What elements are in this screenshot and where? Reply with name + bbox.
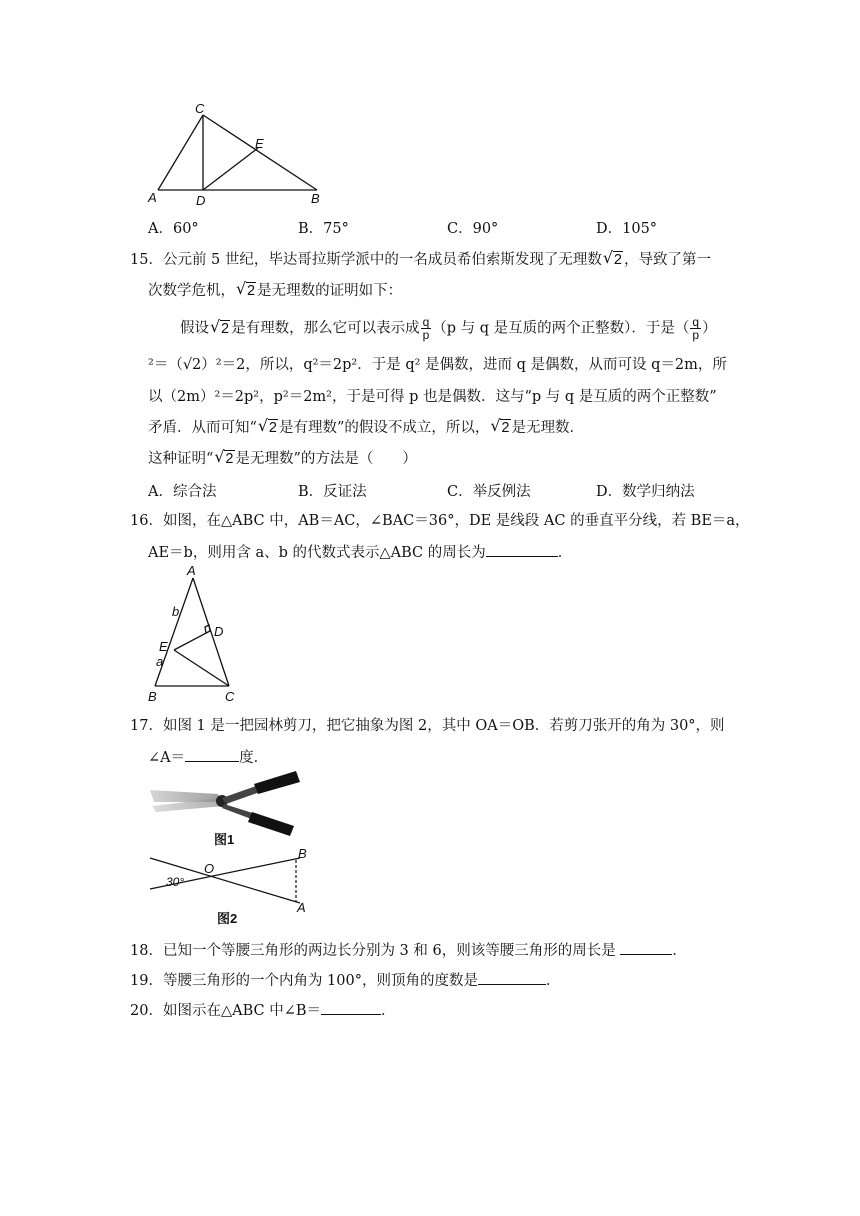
- q20-end: ．: [381, 1003, 396, 1019]
- q18-line: [130, 940, 687, 961]
- q15-line7-a: 这种证明“: [148, 451, 214, 467]
- angle-label-30: 30°: [166, 875, 185, 889]
- q15-line6: [148, 418, 584, 438]
- q15-line6-b: 是有理数”的假设不成立，所以，: [279, 420, 490, 436]
- label-O: O: [204, 861, 215, 876]
- q19-line: [130, 970, 560, 991]
- label-B: B: [148, 689, 157, 704]
- q15-option-a[interactable]: A．综合法: [148, 484, 217, 500]
- sqrt2-symbol: √ 2: [490, 416, 510, 436]
- q15-line3-b: 是有理数，那么它可以表示成: [231, 320, 420, 337]
- q14-option-b[interactable]: B．75°: [298, 221, 349, 237]
- q19-text: 19．等腰三角形的一个内角为 100°，则顶角的度数是: [130, 973, 478, 989]
- label-b: b: [172, 604, 180, 619]
- q20-text: 20．如图示在△ABC 中∠B＝: [130, 1003, 322, 1019]
- fraction-q-over-p: $\frac{q}{p}$: [692, 315, 700, 342]
- label-B: B: [298, 846, 307, 861]
- fraction-q-over-p: $\frac{q}{p}$: [422, 315, 430, 342]
- sqrt2-symbol: √ 2: [210, 316, 230, 337]
- q18-answer-blank[interactable]: [620, 940, 672, 955]
- q15-line4: ²＝（√2）²＝2，所以，q²＝2p²．于是 q² 是偶数，进而 q 是偶数，从而可设 q＝2m，所: [148, 357, 727, 373]
- q17-line1: 17．如图 1 是一把园林剪刀，把它抽象为图 2，其中 OA＝OB．若剪刀张开的角为 30°，则: [130, 718, 725, 734]
- q14-triangle-figure: [145, 98, 335, 210]
- sqrt2-symbol: √ 2: [602, 248, 622, 268]
- q17-answer-blank[interactable]: [185, 747, 239, 762]
- q17-line2: [148, 747, 268, 768]
- q20-answer-blank[interactable]: [321, 1000, 381, 1015]
- q15-line6-a: 矛盾．从而可知“: [148, 420, 257, 436]
- q14-option-d[interactable]: D．105°: [596, 221, 658, 237]
- q15-line7-b: 是无理数”的方法是（ ）: [235, 451, 417, 467]
- q15-line1-text: 15．公元前 5 世纪，毕达哥拉斯学派中的一名成员希伯索斯发现了无理数: [130, 252, 602, 268]
- q14-option-a[interactable]: A．60°: [148, 221, 199, 237]
- q15-option-b[interactable]: B．反证法: [298, 484, 367, 500]
- sqrt2-symbol: √ 2: [214, 447, 234, 467]
- q15-line1: [130, 250, 711, 270]
- q19-answer-blank[interactable]: [478, 970, 546, 985]
- q15-line1-end: ，导致了第一: [623, 252, 711, 268]
- q16-triangle-figure: [145, 560, 245, 705]
- figure2-caption: 图2: [217, 911, 238, 926]
- q20-line: [130, 1000, 396, 1021]
- q15-line5: 以（2m）²＝2p²，p²＝2m²，于是可得 p 也是偶数．这与“p 与 q 是互质的两个正整数”: [148, 389, 717, 405]
- label-A: A: [297, 900, 306, 915]
- label-A: A: [148, 190, 157, 205]
- q16-line2-text: AE＝b，则用含 a、b 的代数式表示△ABC 的周长为: [148, 545, 486, 561]
- q19-end: ．: [545, 973, 561, 989]
- q16-line1: 16．如图，在△ABC 中，AB＝AC，∠BAC＝36°，DE 是线段 AC 的垂直平分线，若 BE＝a，: [130, 513, 750, 529]
- q17-line2-end: 度．: [239, 750, 269, 766]
- q15-line2-b: 是无理数的证明如下：: [257, 283, 403, 299]
- label-a: a: [156, 654, 164, 669]
- figure1-caption: 图1: [214, 832, 235, 847]
- q15-line3-a: 假设: [180, 320, 209, 337]
- q16-line2-end: ．: [557, 545, 573, 561]
- q15-line2: [148, 281, 402, 301]
- label-D: D: [196, 193, 206, 208]
- q15-line7: [148, 449, 417, 469]
- label-B: B: [311, 191, 320, 206]
- q18-end: ．: [672, 943, 687, 959]
- label-C: C: [225, 689, 235, 704]
- q15-option-c[interactable]: C．举反例法: [447, 484, 531, 500]
- q17-line2-text: ∠A＝: [148, 750, 186, 766]
- q18-text: 18．已知一个等腰三角形的两边长分别为 3 和 6，则该等腰三角形的周长是: [130, 943, 621, 959]
- label-C: C: [195, 101, 205, 116]
- q15-line6-c: 是无理数．: [511, 420, 584, 436]
- sqrt2-symbol: √ 2: [257, 416, 277, 436]
- label-E: E: [255, 136, 264, 151]
- q15-line2-a: 次数学危机，: [148, 283, 235, 299]
- q15-line3: [180, 316, 717, 341]
- label-D: D: [214, 624, 224, 639]
- q15-option-d[interactable]: D．数学归纳法: [596, 484, 695, 500]
- label-A: A: [187, 563, 196, 578]
- label-E: E: [159, 639, 168, 654]
- q14-option-c[interactable]: C．90°: [447, 221, 499, 237]
- q16-answer-blank[interactable]: [486, 542, 558, 557]
- q15-line3-c: （p 与 q 是互质的两个正整数）．于是（: [432, 320, 690, 337]
- sqrt2-symbol: √ 2: [236, 279, 256, 299]
- q15-line3-end: ）: [702, 320, 717, 337]
